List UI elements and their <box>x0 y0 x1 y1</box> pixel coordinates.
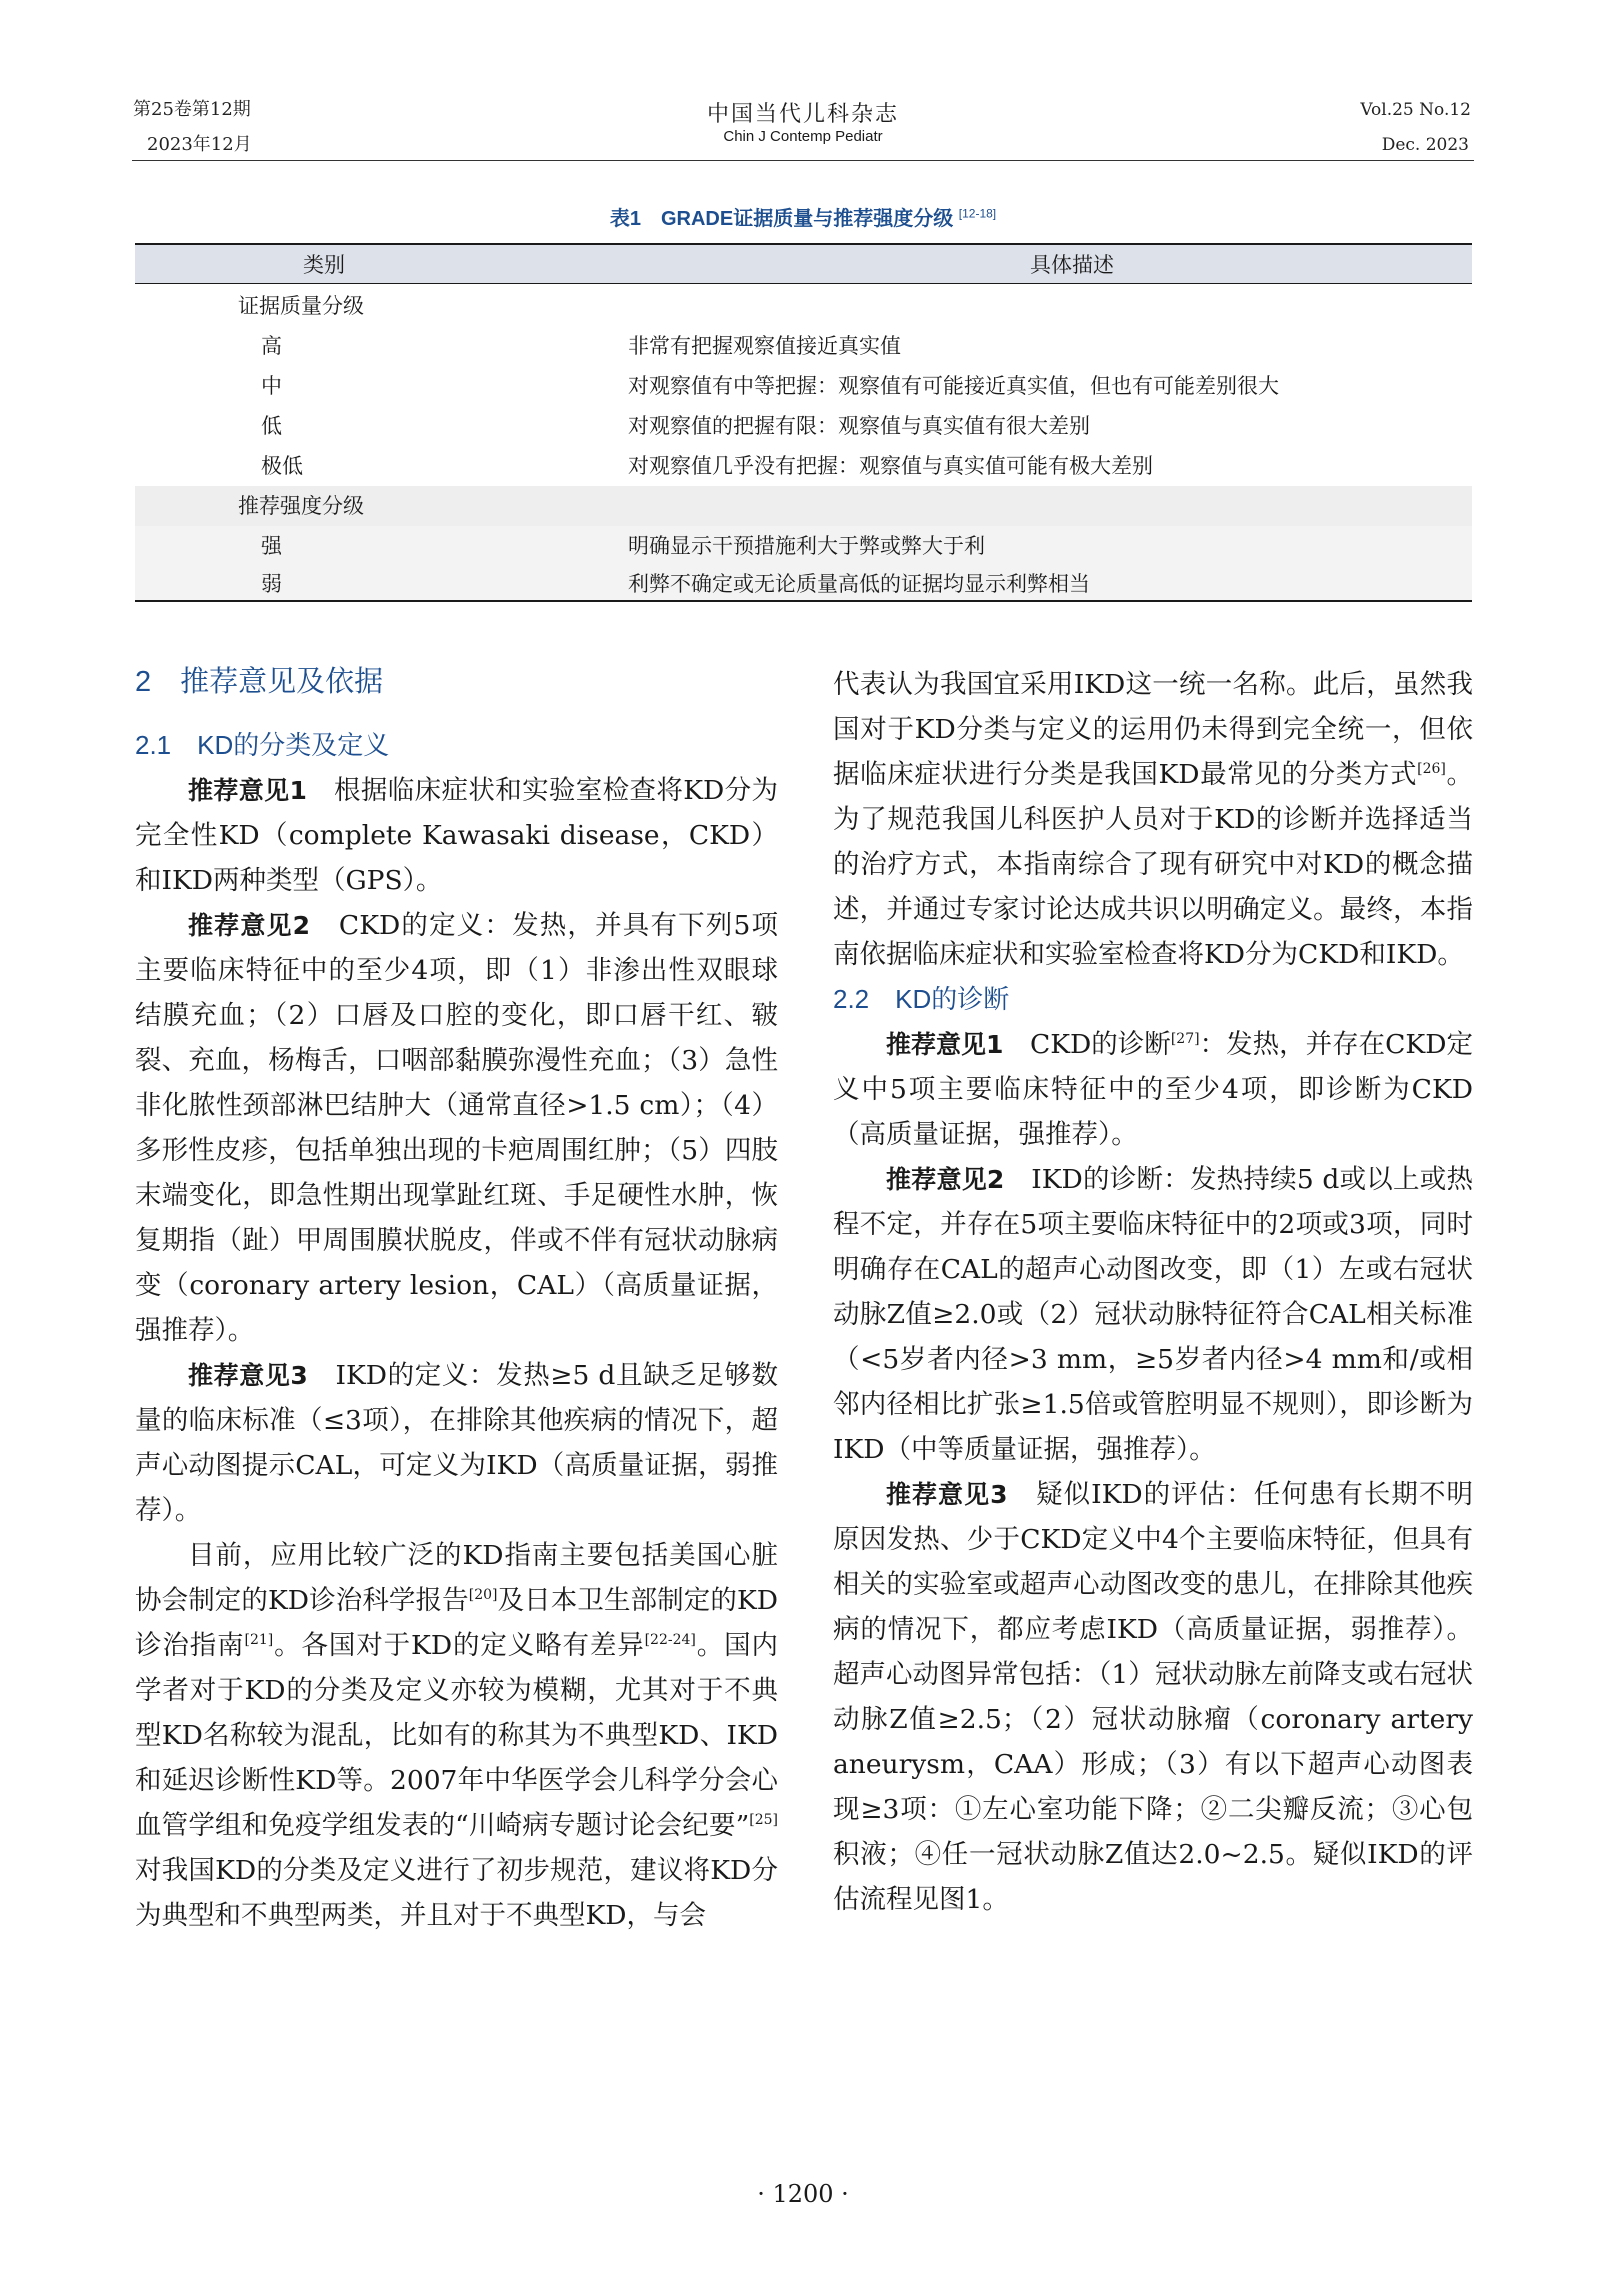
table-group-evidence: 证据质量分级 <box>238 294 364 318</box>
page-number: · 1200 · <box>757 2180 849 2208</box>
table-row-desc: 明确显示干预措施利大于弊或弊大于利 <box>628 534 985 558</box>
journal-date-en: Dec. 2023 <box>1381 135 1469 155</box>
body-paragraph: 代表认为我国宜采用IKD这一统一名称。此后，虽然我国对于KD分类与定义的运用仍未得到完全统一，但依据临床症状进行分类是我国KD最常见的分类方式[26]。为了规范我国儿科医护人员对于KD的诊断并选择适当的治疗方式，本指南综合了现有研究中对KD的概念描述，并通过专家讨论达成共识以明确定义。最终，本指南依据临床症状和实验室检查将KD分为CKD和IKD。 <box>833 669 1473 970</box>
table-header-category: 类别 <box>303 253 345 277</box>
table-row-desc: 利弊不确定或无论质量高低的证据均显示利弊相当 <box>628 572 1090 596</box>
table-caption: 表1 GRADE证据质量与推荐强度分级 [12-18] <box>609 206 997 230</box>
recommendation-3: 推荐意见3 疑似IKD的评估：任何患有长期不明原因发热、少于CKD定义中4个主要临床特征，但具有相关的实验室或超声心动图改变的患儿，在排除其他疾病的情况下，都应考虑IKD（高质量证据，弱推荐）。超声心动图异常包括：（1）冠状动脉左前降支或右冠状动脉Z值≥2.5；（2）冠状动脉瘤（coronary artery aneurysm，CAA）形成；（3）有以下超声心动图表现≥3项：①左心室功能下降；②二尖瓣反流；③心包积液；④任一冠状动脉Z值达2.0~2.5。疑似IKD的评估流程见图1。 <box>833 1479 1473 1915</box>
table-header-description: 具体描述 <box>1030 253 1114 277</box>
journal-issue: 第25卷第12期 <box>133 99 251 120</box>
recommendation-3: 推荐意见3 IKD的定义：发热≥5 d且缺乏足够数量的临床标准（≤3项），在排除其他疾病的情况下，超声心动图提示CAL，可定义为IKD（高质量证据，弱推荐）。 <box>135 1360 778 1526</box>
table-row-desc: 对观察值有中等把握：观察值有可能接近真实值，但也有可能差别很大 <box>628 374 1279 398</box>
recommendation-1: 推荐意见1 根据临床症状和实验室检查将KD分为完全性KD（complete Kawasaki disease，CKD）和IKD两种类型（GPS）。 <box>135 775 778 896</box>
left-column <box>135 660 778 1938</box>
header-rule <box>132 160 1474 161</box>
table-header-rule <box>135 283 1472 284</box>
table-group-recommendation: 推荐强度分级 <box>238 494 364 518</box>
table-row-label: 极低 <box>261 454 303 478</box>
table-row-desc: 对观察值几乎没有把握：观察值与真实值可能有极大差别 <box>628 454 1153 478</box>
section-heading: 2 推荐意见及依据 <box>135 666 384 698</box>
recommendation-2: 推荐意见2 CKD的定义：发热，并具有下列5项主要临床特征中的至少4项，即（1）非渗出性双眼球结膜充血；（2）口唇及口腔的变化，即口唇干红、皲裂、充血，杨梅舌，口咽部黏膜弥漫性充血；（3）急性非化脓性颈部淋巴结肿大（通常直径>1.5 cm）；（4）多形性皮疹，包括单独出现的卡疤周围红肿；（5）四肢末端变化，即急性期出现掌趾红斑、手足硬性水肿，恢复期指（趾）甲周围膜状脱皮，伴或不伴有冠状动脉病变（coronary artery lesion，CAL）（高质量证据，强推荐）。 <box>135 910 778 1346</box>
journal-volume: Vol.25 No.12 <box>1360 100 1471 120</box>
table-row-label: 中 <box>261 374 282 398</box>
body-paragraph: 目前，应用比较广泛的KD指南主要包括美国心脏协会制定的KD诊治科学报告[20]及日本卫生部制定的KD诊治指南[21]。各国对于KD的定义略有差异[22-24]。国内学者对于KD的分类及定义亦较为模糊，尤其对于不典型KD名称较为混乱，比如有的称其为不典型KD、IKD和延迟诊断性KD等。2007年中华医学会儿科学分会心血管学组和免疫学组发表的“川崎病专题讨论会纪要”[25]对我国KD的分类及定义进行了初步规范，建议将KD分为典型和不典型两类，并且对于不典型KD，与会 <box>135 1540 779 1931</box>
table-row-label: 低 <box>261 414 282 438</box>
table-row-desc: 非常有把握观察值接近真实值 <box>628 334 901 358</box>
table-row-label: 强 <box>261 534 282 558</box>
journal-date: 2023年12月 <box>147 134 252 155</box>
right-column <box>833 662 1473 1922</box>
journal-title: 中国当代儿科杂志 <box>706 102 899 127</box>
grade-table <box>135 243 1472 603</box>
subsection-heading: 2.1 KD的分类及定义 <box>135 730 390 760</box>
table-bottom-rule <box>135 600 1472 602</box>
table-row-label: 高 <box>261 334 282 358</box>
table-row-label: 弱 <box>261 572 282 596</box>
recommendation-1: 推荐意见1 CKD的诊断[27]：发热，并存在CKD定义中5项主要临床特征中的至少4项，即诊断为CKD（高质量证据，强推荐）。 <box>833 1029 1473 1150</box>
subsection-heading: 2.2 KD的诊断 <box>833 984 1010 1014</box>
table-row-desc: 对观察值的把握有限：观察值与真实值有很大差别 <box>628 414 1090 438</box>
journal-title-en: Chin J Contemp Pediatr <box>723 128 883 145</box>
recommendation-2: 推荐意见2 IKD的诊断：发热持续5 d或以上或热程不定，并存在5项主要临床特征中的2项或3项，同时明确存在CAL的超声心动图改变，即（1）左或右冠状动脉Z值≥2.0或（2）冠状动脉特征符合CAL相关标准（<5岁者内径>3 mm，≥5岁者内径>4 mm和/或相邻内径相比扩张≥1.5倍或管腔明显不规则），即诊断为IKD（中等质量证据，强推荐）。 <box>833 1164 1473 1465</box>
